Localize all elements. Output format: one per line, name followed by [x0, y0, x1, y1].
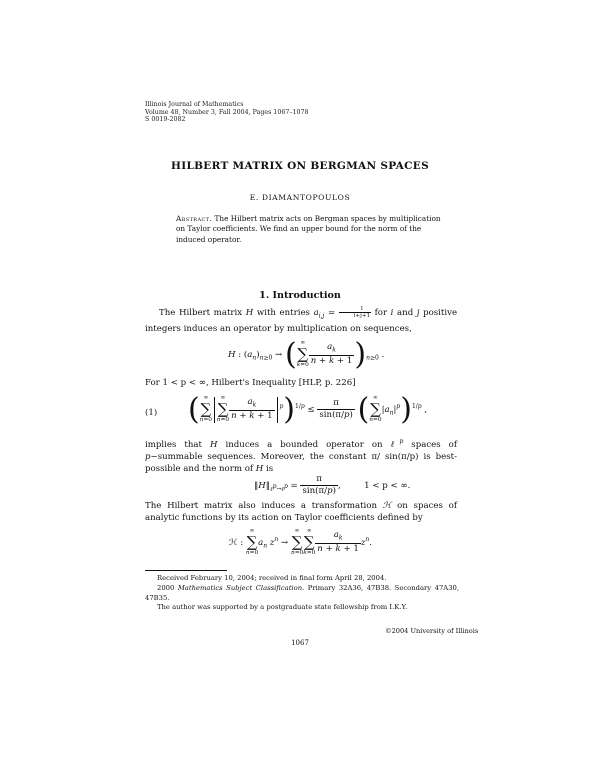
journal-name: Illinois Journal of Mathematics — [145, 101, 244, 108]
journal-issn: S 0019-2082 — [145, 116, 186, 124]
norm-condition: 1 < p < ∞. — [364, 481, 411, 491]
equation-1-label: (1) — [145, 408, 158, 418]
hilbert-entry-fraction: $\frac{1}{i+j+1}$ — [339, 306, 371, 319]
paragraph-3: implies that H induces a bounded operator on ℓ$^p$ spaces of p−summable sequences. Moreover, the constant π/ sin(π/p) is best-possible and the norm of H is — [145, 438, 458, 475]
section-heading: 1. Introduction — [259, 290, 341, 301]
abstract — [176, 214, 448, 245]
footnote-support: The author was supported by a postgraduate state fellowship from I.K.Y. — [157, 603, 408, 611]
page-number: 1067 — [291, 639, 309, 647]
abstract-text: The Hilbert matrix acts on Bergman spaces by multiplication on Taylor coefficients. We find an upper bound for the norm of the induced operator. — [176, 214, 441, 244]
equation-hilbert-operator: H : $(a_n)_{n\ge 0}$ → ( ∞ ∑ k=0 $\frac{a_k}{n + k + 1}$ )$_{n\ge 0}$ . — [228, 337, 385, 372]
paragraph-4: The Hilbert matrix also induces a transformation ℋ on spaces of analytic functions by its action on Taylor coefficients defined by — [145, 501, 458, 524]
equation-hilbert-inequality: ( ∞ ∑ n=0 ∞ ∑ n=0 $\frac{a_k}{n + k + 1}$ $^p$)$^{1/p}$ ≤ $\frac{\pi}{\sin(\pi/p)}$ ( ∞ ∑ n=0 $|a_n|^p)^{1/p}$ , — [188, 392, 428, 427]
paper-author: E. DIAMANTOPOULOS — [249, 193, 351, 202]
equation-norm: $‖H‖_{\ell p\to\ell p}$ = $\frac{\pi}{\sin(\pi/p)}$ , 1 < p < ∞. — [254, 474, 411, 496]
paragraph-1: The Hilbert matrix H with entries $a_{i,j}$ = $\frac{1}{i+j+1}$ for i and j positive integers induces an operator by multiplication on sequences, — [145, 306, 458, 334]
equation-transformation: ℋ : ∞ ∑ n=0 $a_n$ $z^n$ → ∞ ∑ n=0 ∞ ∑ k=0 $\frac{a_k}{n + k + 1}$ $z^n$. — [229, 528, 373, 556]
journal-volume: Volume 48, Number 3, Fall 2004, Pages 1067–1078 — [145, 108, 309, 116]
footnote-rule — [145, 570, 227, 571]
abstract-label: Abstract. — [176, 214, 213, 223]
paragraph-2: For 1 < p < ∞, Hilbert's Inequality [HLP, p. 226] — [145, 378, 356, 388]
footnote-received: Received February 10, 2004; received in final form April 28, 2004. — [157, 574, 387, 582]
copyright-notice: ©2004 University of Illinois — [385, 627, 479, 635]
paper-title: HILBERT MATRIX ON BERGMAN SPACES — [171, 160, 429, 172]
footnote-msc: 2000 Mathematics Subject Classification. Primary 32A36, 47B38. Secondary 47A30, 47B35. — [145, 584, 460, 602]
